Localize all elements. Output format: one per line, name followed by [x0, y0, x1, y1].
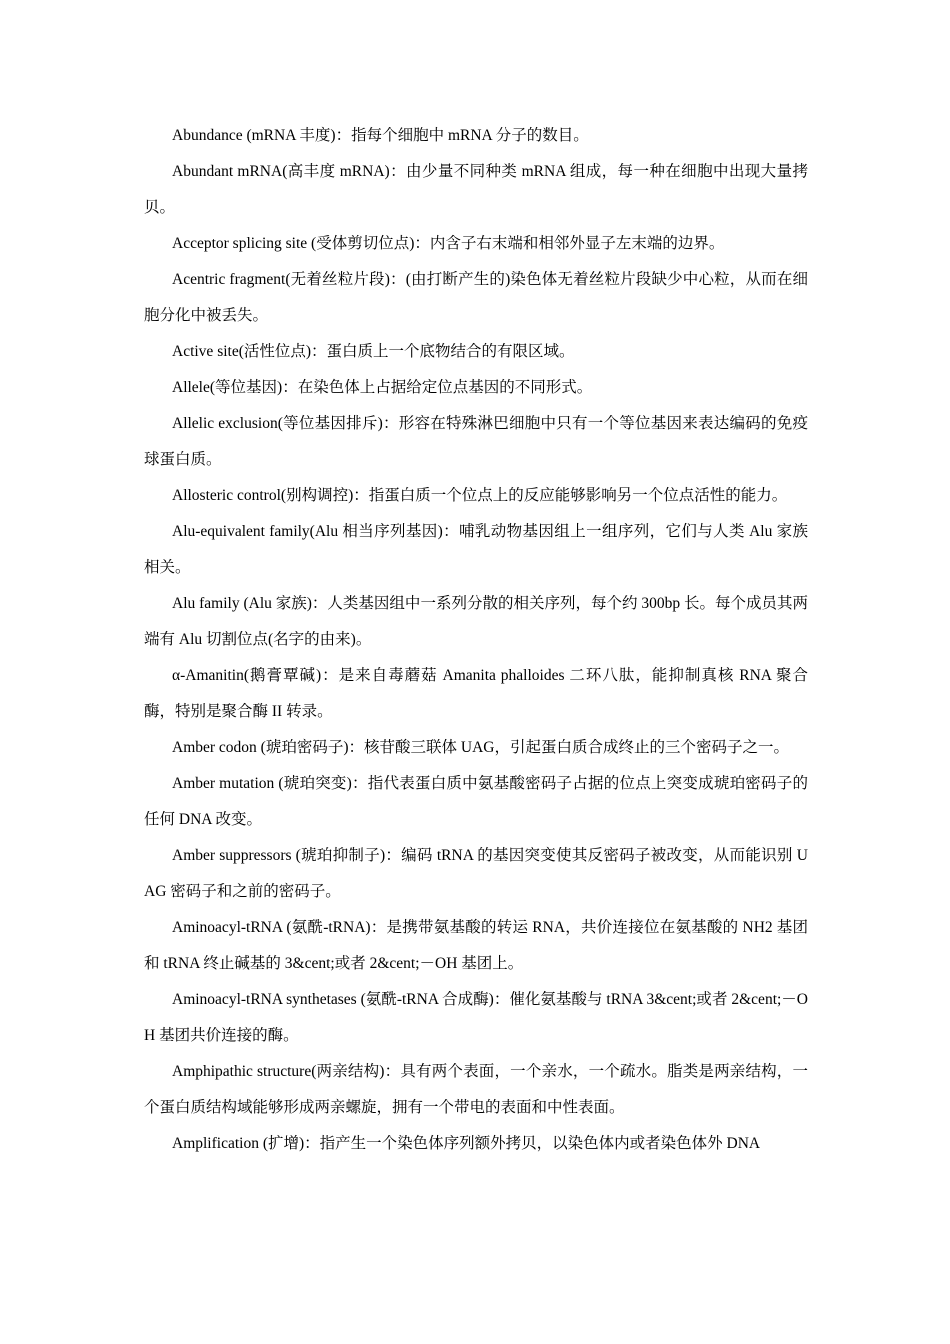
glossary-entry-amber-suppressors: Amber suppressors (琥珀抑制子)：编码 tRNA 的基因突变使其反密码子被改变，从而能识别 UAG 密码子和之前的密码子。: [144, 847, 808, 900]
glossary-entry-acentric-fragment: Acentric fragment(无着丝粒片段)：(由打断产生的)染色体无着丝粒片段缺少中心粒，从而在细胞分化中被丢失。: [144, 271, 808, 324]
glossary-entry-aminoacyl-trna: Aminoacyl-tRNA (氨酰-tRNA)：是携带氨基酸的转运 RNA，共价连接位在氨基酸的 NH2 基团和 tRNA 终止碱基的 3&cent;或者 2&cent;－OH 基团上。: [144, 919, 808, 972]
glossary-entry-allosteric-control: Allosteric control(别构调控)：指蛋白质一个位点上的反应能够影响另一个位点活性的能力。: [172, 487, 788, 504]
glossary-entry-active-site: Active site(活性位点)：蛋白质上一个底物结合的有限区域。: [172, 343, 575, 360]
glossary-entry-amplification: Amplification (扩增)：指产生一个染色体序列额外拷贝，以染色体内或者染色体外 DNA: [172, 1135, 761, 1152]
glossary-entry-abundance: Abundance (mRNA 丰度)：指每个细胞中 mRNA 分子的数目。: [172, 127, 589, 144]
glossary-entry-amber-mutation: Amber mutation (琥珀突变)：指代表蛋白质中氨基酸密码子占据的位点上突变成琥珀密码子的任何 DNA 改变。: [144, 775, 808, 828]
glossary-body: [144, 118, 808, 1162]
glossary-entry-amber-codon: Amber codon (琥珀密码子)：核苷酸三联体 UAG，引起蛋白质合成终止的三个密码子之一。: [172, 739, 789, 756]
glossary-entry-alu-equivalent-family: Alu-equivalent family(Alu 相当序列基因)：哺乳动物基因组上一组序列，它们与人类 Alu 家族相关。: [144, 523, 808, 576]
glossary-entry-acceptor-splicing-site: Acceptor splicing site (受体剪切位点)：内含子右末端和相邻外显子左末端的边界。: [172, 235, 725, 252]
glossary-entry-abundant-mrna: Abundant mRNA(高丰度 mRNA)：由少量不同种类 mRNA 组成，每一种在细胞中出现大量拷贝。: [144, 163, 808, 216]
glossary-entry-alu-family: Alu family (Alu 家族)：人类基因组中一系列分散的相关序列，每个约 300bp 长。每个成员其两端有 Alu 切割位点(名字的由来)。: [144, 595, 808, 648]
glossary-entry-amphipathic-structure: Amphipathic structure(两亲结构)：具有两个表面，一个亲水，一个疏水。脂类是两亲结构，一个蛋白质结构域能够形成两亲螺旋，拥有一个带电的表面和中性表面。: [144, 1063, 808, 1116]
glossary-entry-aminoacyl-trna-synthetases: Aminoacyl-tRNA synthetases (氨酰-tRNA 合成酶)：催化氨基酸与 tRNA 3&cent;或者 2&cent;－OH 基团共价连接的酶。: [144, 991, 808, 1044]
glossary-entry-allele: Allele(等位基因)：在染色体上占据给定位点基因的不同形式。: [172, 379, 593, 396]
glossary-entry-allelic-exclusion: Allelic exclusion(等位基因排斥)：形容在特殊淋巴细胞中只有一个等位基因来表达编码的免疫球蛋白质。: [144, 415, 808, 468]
glossary-entry-alpha-amanitin: α-Amanitin(鹅膏覃碱)：是来自毒蘑菇 Amanita phalloides 二环八肽，能抑制真核 RNA 聚合酶，特别是聚合酶 II 转录。: [144, 667, 808, 720]
